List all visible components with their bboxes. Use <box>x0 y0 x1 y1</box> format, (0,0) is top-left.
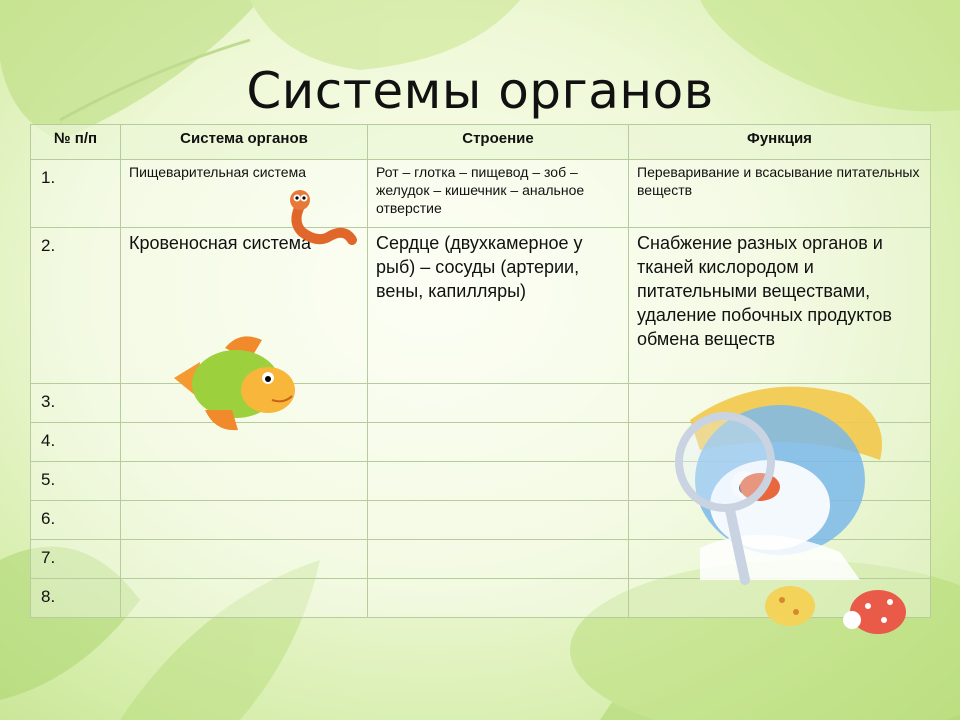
table-row <box>31 501 931 540</box>
system-cell: Пищеварительная система <box>121 160 368 228</box>
system-cell <box>121 384 368 423</box>
row-number: 2. <box>31 228 121 384</box>
structure-cell <box>368 423 629 462</box>
function-cell <box>629 540 931 579</box>
structure-cell <box>368 462 629 501</box>
structure-cell <box>368 540 629 579</box>
function-cell: Снабжение разных органов и тканей кислородом и питательными веществами, удаление побочных продуктов обмена веществ <box>629 228 931 384</box>
table-header-row <box>31 125 931 160</box>
structure-cell <box>368 501 629 540</box>
table-row <box>31 228 931 384</box>
structure-cell <box>368 384 629 423</box>
function-cell <box>629 579 931 618</box>
row-number: 8. <box>31 579 121 618</box>
table-row <box>31 384 931 423</box>
header-function: Функция <box>629 125 931 160</box>
system-cell <box>121 501 368 540</box>
function-cell <box>629 501 931 540</box>
row-number: 6. <box>31 501 121 540</box>
row-number: 3. <box>31 384 121 423</box>
system-cell <box>121 462 368 501</box>
structure-cell <box>368 579 629 618</box>
structure-cell: Рот – глотка – пищевод – зоб – желудок – кишечник – анальное отверстие <box>368 160 629 228</box>
system-cell <box>121 579 368 618</box>
header-system: Система органов <box>121 125 368 160</box>
table-row <box>31 540 931 579</box>
function-cell <box>629 462 931 501</box>
header-structure: Строение <box>368 125 629 160</box>
table-row <box>31 423 931 462</box>
row-number: 1. <box>31 160 121 228</box>
function-cell: Переваривание и всасывание питательных веществ <box>629 160 931 228</box>
system-cell: Кровеносная система <box>121 228 368 384</box>
structure-cell: Сердце (двухкамерное у рыб) – сосуды (артерии, вены, капилляры) <box>368 228 629 384</box>
row-number: 4. <box>31 423 121 462</box>
page-title: Системы органов <box>246 62 714 120</box>
row-number: 5. <box>31 462 121 501</box>
function-cell <box>629 384 931 423</box>
table-row <box>31 579 931 618</box>
function-cell <box>629 423 931 462</box>
row-number: 7. <box>31 540 121 579</box>
system-cell <box>121 423 368 462</box>
table-row <box>31 462 931 501</box>
organ-systems-table <box>30 124 931 618</box>
header-number: № п/п <box>31 125 121 160</box>
table-row <box>31 160 931 228</box>
system-cell <box>121 540 368 579</box>
